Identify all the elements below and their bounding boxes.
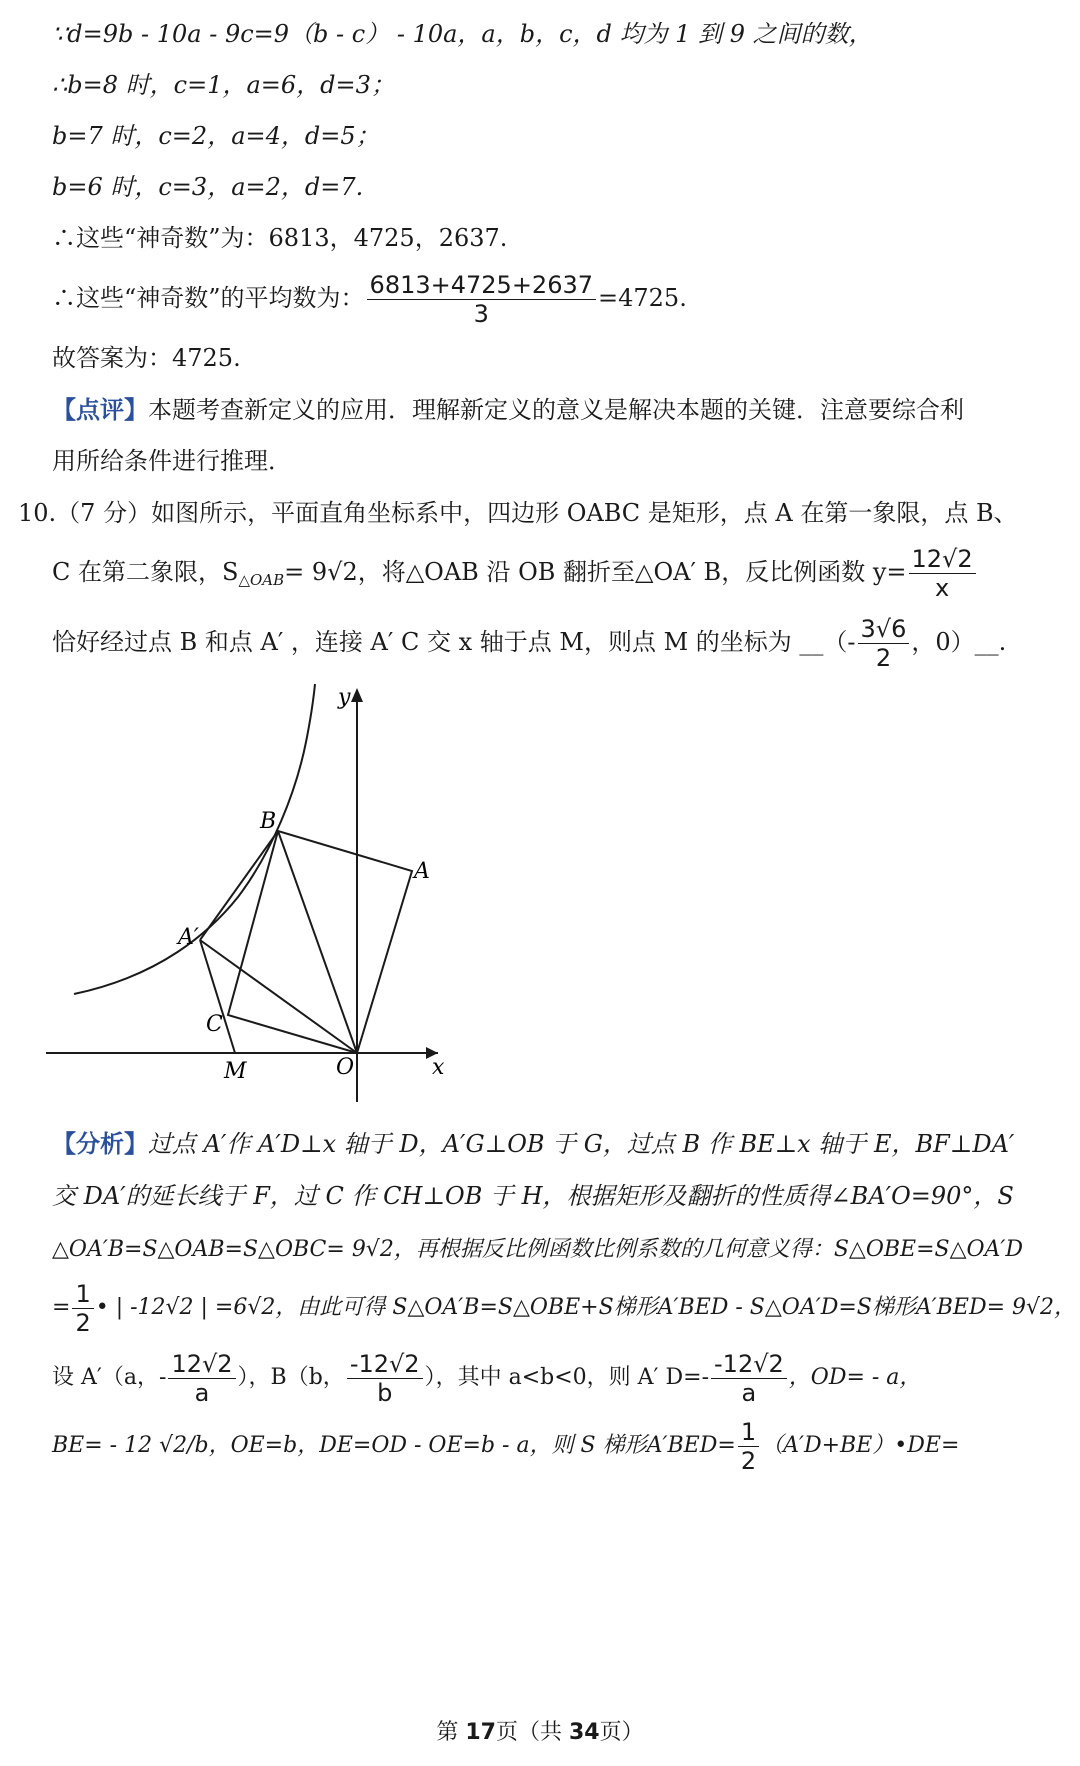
half-numerator: 1 (72, 1280, 93, 1309)
q10-b-sub: △OAB (238, 571, 285, 589)
label-x: x (432, 1055, 445, 1080)
q10-b-mid: = 9√2，将△OAB 沿 OB 翻折至△OA′ B，反比例函数 y= (284, 558, 907, 586)
area-half-numerator: 1 (738, 1418, 759, 1447)
function-numerator: 12√2 (909, 545, 976, 574)
analysis-line-4 (52, 1276, 1077, 1340)
segment-aprime-o (200, 940, 357, 1053)
q10-c-post: ，0）__. (911, 628, 1007, 656)
footer-middle: 页（共 (495, 1720, 569, 1745)
average-prefix: ∴这些“神奇数”的平均数为： (52, 284, 365, 312)
y-axis-arrow (351, 688, 363, 702)
half-fraction (72, 1280, 93, 1337)
text-line-3: b=7 时，c=2，a=4，d=5； (52, 122, 380, 150)
an5-a: 设 A′（a，- (52, 1365, 167, 1390)
comment-line-2: 用所给条件进行推理． (52, 447, 292, 475)
comment-tag: 【点评】 (52, 395, 148, 424)
label-m: M (224, 1059, 247, 1084)
question-10-line-1: 10.（7 分）如图所示，平面直角坐标系中，四边形 OABC 是矩形，点 A 在第一象限，点 B、 (18, 499, 1018, 527)
b-y-fraction (347, 1350, 423, 1407)
aprime-y-fraction (168, 1350, 235, 1407)
analysis-line-1 (52, 1126, 1040, 1162)
text-line-1: ∵d=9b - 10a - 9c=9（b - c） - 10a，a，b，c，d 均为 1 到 9 之间的数， (52, 20, 873, 48)
footer-total-pages: 34 (568, 1720, 600, 1745)
an6-post: （A′D+BE）•DE= (761, 1433, 960, 1458)
aprime-d-denominator: a (741, 1378, 757, 1407)
average-fraction (367, 271, 596, 328)
rectangle-oabc (228, 831, 412, 1053)
average-result: =4725. (598, 284, 687, 312)
area-half-fraction (738, 1418, 759, 1475)
label-y: y (338, 685, 351, 710)
b-y-denominator: b (377, 1378, 393, 1407)
aprime-y-numerator: 12√2 (168, 1350, 235, 1379)
answer-line: 故答案为：4725. (52, 344, 241, 372)
comment-line-1 (52, 392, 1040, 428)
function-fraction (909, 545, 976, 602)
an4-post: • | -12√2 | =6√2，由此可得 S△OA′B=S△OBE+S梯形A′BED - S△OA′D=S梯形A′BED= 9√2， (95, 1295, 1077, 1320)
question-10-line-2 (52, 540, 1040, 612)
comment-text: 本题考查新定义的应用．理解新定义的意义是解决本题的关键．注意要综合利 (148, 396, 964, 424)
average-line (52, 268, 1040, 328)
segment-b-aprime (200, 831, 278, 940)
label-a: A (414, 859, 430, 884)
an4-pre: = (52, 1295, 71, 1320)
label-o: O (336, 1055, 355, 1080)
q10-b-pre: C 在第二象限，S (52, 558, 239, 586)
analysis-line-3: △OA′B=S△OAB=S△OBC= 9√2，再根据反比例函数比例系数的几何意义得：S△OBE=S△OA′D (52, 1237, 1024, 1262)
footer-suffix: 页） (599, 1720, 644, 1745)
answer-numerator: 3√6 (858, 615, 910, 644)
label-a-prime: A′ (178, 925, 199, 950)
answer-denominator: 2 (875, 644, 892, 672)
an5-b: ），B（b， (237, 1365, 345, 1390)
geometry-figure (40, 682, 510, 1112)
half-denominator: 2 (75, 1308, 91, 1337)
footer-page-number: 17 (465, 1720, 496, 1745)
label-b: B (260, 809, 277, 834)
aprime-y-denominator: a (194, 1378, 210, 1407)
footer-prefix: 第 (436, 1720, 466, 1745)
answer-fraction (858, 615, 910, 672)
question-10-line-3 (52, 610, 1040, 674)
area-half-denominator: 2 (740, 1446, 757, 1475)
analysis-line-2: 交 DA′的延长线于 F，过 C 作 CH⊥OB 于 H，根据矩形及翻折的性质得∠BA′O=90°，S (52, 1182, 1014, 1210)
analysis-text-1: 过点 A′作 A′D⊥x 轴于 D，A′G⊥OB 于 G，过点 B 作 BE⊥x 轴于 E，BF⊥DA′ (148, 1130, 1015, 1158)
aprime-d-fraction (711, 1350, 787, 1407)
fraction-numerator: 6813+4725+2637 (367, 271, 596, 300)
an5-c: ），其中 a<b<0，则 A′ D=- (424, 1365, 710, 1390)
q10-c-pre: 恰好经过点 B 和点 A′ ，连接 A′ C 交 x 轴于点 M，则点 M 的坐标为 __（- (52, 628, 856, 656)
text-line-5: ∴这些“神奇数”为：6813，4725，2637. (52, 224, 508, 252)
analysis-line-6 (52, 1414, 1040, 1478)
fraction-denominator: 3 (473, 300, 489, 328)
aprime-d-numerator: -12√2 (711, 1350, 787, 1379)
text-line-2: ∴b=8 时，c=1，a=6，d=3； (52, 71, 395, 99)
b-y-numerator: -12√2 (347, 1350, 423, 1379)
page-footer (0, 1718, 1080, 1748)
analysis-tag: 【分析】 (52, 1129, 148, 1158)
function-denominator: x (934, 574, 950, 602)
text-line-4: b=6 时，c=3，a=2，d=7. (52, 173, 364, 201)
an5-d: ，OD= - a， (788, 1365, 922, 1390)
an6-pre: BE= - 12 √2/b，OE=b，DE=OD - OE=b - a，则 S 梯形A′BED= (52, 1433, 736, 1458)
segment-ob (278, 831, 357, 1053)
label-c: C (206, 1012, 223, 1037)
analysis-line-5 (52, 1346, 1040, 1410)
